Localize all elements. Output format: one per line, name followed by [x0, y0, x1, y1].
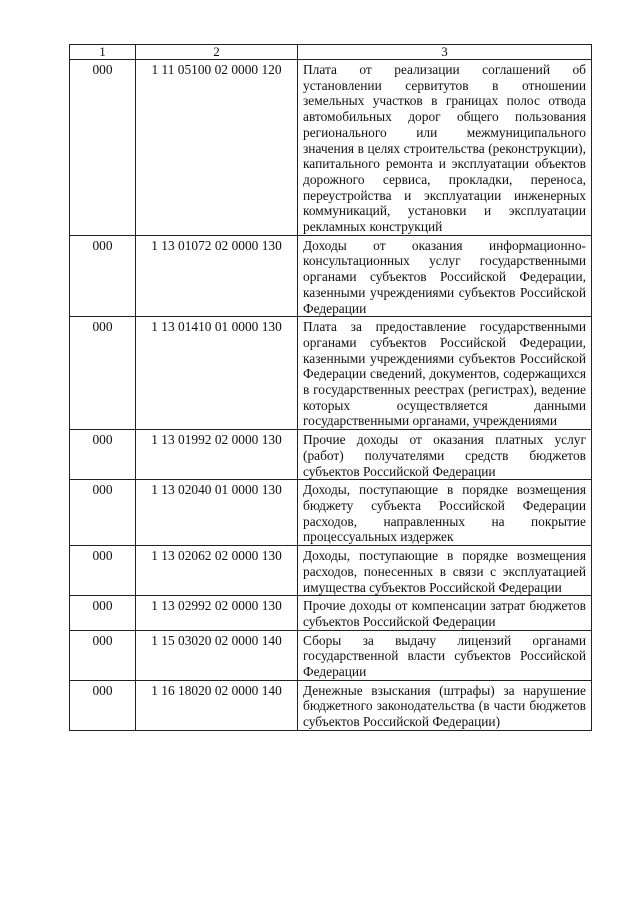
admin-code-cell: 000: [70, 680, 136, 730]
budget-code-cell: 1 13 02062 02 0000 130: [136, 546, 298, 596]
revenue-classification-table: [69, 44, 592, 731]
revenue-name-cell: Доходы, поступающие в порядке возмещения расходов, понесенных в связи с эксплуатацией имущества субъектов Российской Федерации: [298, 546, 592, 596]
revenue-name-cell: Денежные взыскания (штрафы) за нарушение бюджетного законодательства (в части бюджетов субъектов Российской Федерации): [298, 680, 592, 730]
table-row: [70, 480, 592, 546]
budget-code-cell: 1 11 05100 02 0000 120: [136, 60, 298, 236]
admin-code-cell: 000: [70, 630, 136, 680]
column-header-1: 1: [70, 45, 136, 60]
budget-code-cell: 1 13 01992 02 0000 130: [136, 430, 298, 480]
budget-code-cell: 1 13 02992 02 0000 130: [136, 596, 298, 630]
admin-code-cell: 000: [70, 596, 136, 630]
table-row: [70, 430, 592, 480]
admin-code-cell: 000: [70, 317, 136, 430]
budget-code-cell: 1 16 18020 02 0000 140: [136, 680, 298, 730]
admin-code-cell: 000: [70, 60, 136, 236]
revenue-name-cell: Плата от реализации соглашений об установлении сервитутов в отношении земельных участков в границах полос отвода автомобильных дорог общего пользования регионального или межмуниципального значения в целях строительства (реконструкции), капитального ремонта и эксплуатации объектов дорожного сервиса, прокладки, переноса, переустройства и эксплуатации инженерных коммуникаций, установки и эксплуатации рекламных конструкций: [298, 60, 592, 236]
header-row: [70, 45, 592, 60]
table-row: [70, 546, 592, 596]
admin-code-cell: 000: [70, 480, 136, 546]
revenue-name-cell: Прочие доходы от компенсации затрат бюджетов субъектов Российской Федерации: [298, 596, 592, 630]
table-row: [70, 235, 592, 317]
column-header-2: 2: [136, 45, 298, 60]
revenue-name-cell: Доходы, поступающие в порядке возмещения бюджету субъекта Российской Федерации расходов, направленных на покрытие процессуальных издержек: [298, 480, 592, 546]
revenue-name-cell: Доходы от оказания информационно-консультационных услуг государственными органами субъектов Российской Федерации, казенными учреждениями субъектов Российской Федерации: [298, 235, 592, 317]
budget-code-cell: 1 13 01072 02 0000 130: [136, 235, 298, 317]
table-row: [70, 60, 592, 236]
admin-code-cell: 000: [70, 430, 136, 480]
table-header: [70, 45, 592, 60]
table-row: [70, 630, 592, 680]
column-header-3: 3: [298, 45, 592, 60]
revenue-name-cell: Прочие доходы от оказания платных услуг (работ) получателями средств бюджетов субъектов Российской Федерации: [298, 430, 592, 480]
budget-code-cell: 1 13 01410 01 0000 130: [136, 317, 298, 430]
revenue-name-cell: Сборы за выдачу лицензий органами государственной власти субъектов Российской Федерации: [298, 630, 592, 680]
table-row: [70, 317, 592, 430]
revenue-name-cell: Плата за предоставление государственными органами субъектов Российской Федерации, казенными учреждениями субъектов Российской Федерации сведений, документов, содержащихся в государственных реестрах (регистрах), ведение которых осуществляется данными государственными органами, учреждениями: [298, 317, 592, 430]
budget-code-cell: 1 15 03020 02 0000 140: [136, 630, 298, 680]
table-row: [70, 596, 592, 630]
table-row: [70, 680, 592, 730]
admin-code-cell: 000: [70, 235, 136, 317]
table-body: [70, 60, 592, 731]
budget-code-cell: 1 13 02040 01 0000 130: [136, 480, 298, 546]
admin-code-cell: 000: [70, 546, 136, 596]
